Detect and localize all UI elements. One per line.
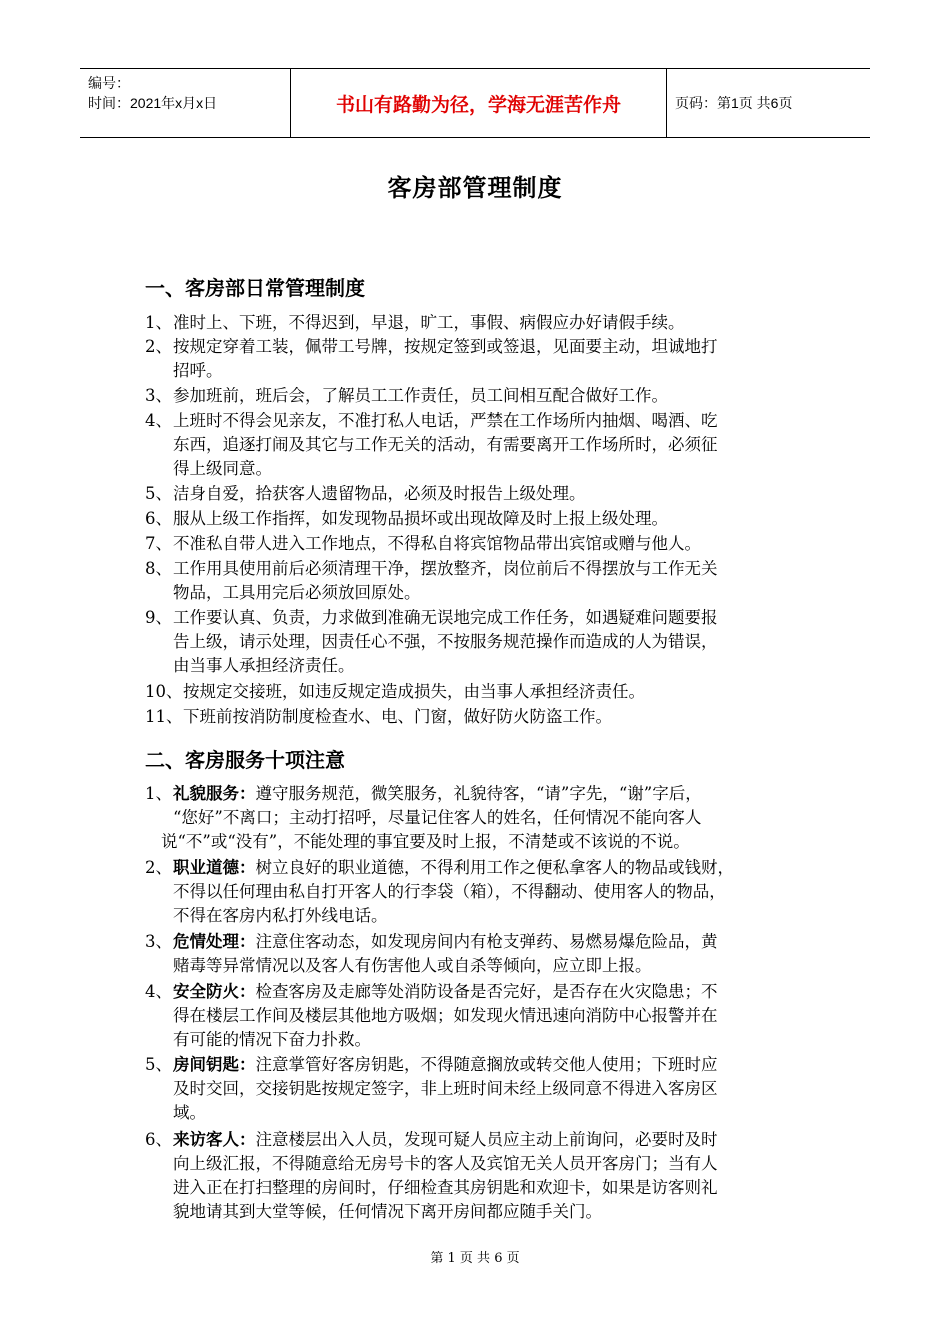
item-number: 2、 [145, 858, 172, 877]
item-line: 房间钥匙：注意掌管好客房钥匙，不得随意搁放或转交他人使用；下班时应 [173, 1055, 718, 1074]
item-line: 按规定交接班，如违反规定造成损失，由当事人承担经济责任。 [183, 682, 645, 701]
header-time: 时间：2021年x月x日 [88, 95, 218, 111]
item-line: 不得在客房内私打外线电话。 [173, 906, 388, 925]
item-line: 参加班前，班后会，了解员工工作责任，员工间相互配合做好工作。 [173, 386, 668, 405]
item-line: 职业道德：树立良好的职业道德，不得利用工作之便私拿客人的物品或钱财， [173, 858, 734, 877]
section-2-item-5 [145, 1053, 815, 1125]
item-number: 11、 [145, 707, 183, 726]
section-1-item-9 [145, 606, 815, 678]
section-1-item-7 [145, 532, 815, 556]
item-line: 向上级汇报，不得随意给无房号卡的客人及宾馆无关人员开客房门；当有人 [173, 1154, 718, 1173]
item-label: 危情处理： [173, 932, 256, 951]
item-line: 工作用具使用前后必须清理干净，摆放整齐，岗位前后不得摆放与工作无关 [173, 559, 718, 578]
item-line: 说“不”或“没有”，不能处理的事宜要及时上报，不清楚或不该说的不说。 [161, 832, 690, 851]
item-line: 貌地请其到大堂等候，任何情况下离开房间都应随手关门。 [173, 1202, 602, 1221]
item-line: 下班前按消防制度检查水、电、门窗，做好防火防盗工作。 [183, 707, 612, 726]
section-2-item-3 [145, 930, 815, 978]
item-number: 7、 [145, 534, 172, 553]
section-1-item-6 [145, 507, 815, 531]
item-label: 礼貌服务： [173, 784, 256, 803]
section-2-item-4 [145, 980, 815, 1052]
item-line: 进入正在打扫整理的房间时，仔细检查其房钥匙和欢迎卡，如果是访客则礼 [173, 1178, 718, 1197]
item-number: 3、 [145, 932, 172, 951]
item-line: 告上级，请示处理，因责任心不强，不按服务规范操作而造成的人为错误， [173, 632, 718, 651]
item-line: 招呼。 [173, 361, 223, 380]
section-2-item-1 [145, 782, 815, 854]
header-left-cell [80, 69, 291, 137]
page-footer: 第 1 页 共 6 页 [430, 1251, 520, 1266]
item-label: 来访客人： [173, 1130, 256, 1149]
header-number: 编号： [88, 75, 130, 91]
item-number: 6、 [145, 1130, 172, 1149]
section-1-item-4 [145, 409, 815, 481]
item-number: 3、 [145, 386, 172, 405]
header-motto: 书山有路勤为径，学海无涯苦作舟 [291, 69, 667, 137]
item-line: 服从上级工作指挥，如发现物品损坏或出现故障及时上报上级处理。 [173, 509, 668, 528]
section-1-item-10 [145, 680, 815, 704]
header-table [80, 68, 870, 138]
item-line: 得在楼层工作间及楼层其他地方吸烟；如发现火情迅速向消防中心报警并在 [173, 1006, 718, 1025]
item-number: 5、 [145, 484, 172, 503]
item-line: 准时上、下班，不得迟到，早退，旷工，事假、病假应办好请假手续。 [173, 313, 685, 332]
section-2-item-6 [145, 1128, 815, 1224]
section-1-item-5 [145, 482, 815, 506]
item-line: 域。 [173, 1103, 206, 1122]
item-line: 得上级同意。 [173, 459, 272, 478]
item-line: 东西，追逐打闹及其它与工作无关的活动，有需要离开工作场所时，必须征 [173, 435, 718, 454]
item-number: 4、 [145, 411, 172, 430]
item-line: 由当事人承担经济责任。 [173, 656, 355, 675]
item-line: 有可能的情况下奋力扑救。 [173, 1030, 371, 1049]
item-number: 1、 [145, 313, 172, 332]
item-line: 上班时不得会见亲友，不准打私人电话，严禁在工作场所内抽烟、喝酒、吃 [173, 411, 718, 430]
item-number: 1、 [145, 784, 172, 803]
section-1-item-3 [145, 384, 815, 408]
item-number: 4、 [145, 982, 172, 1001]
document-title: 客房部管理制度 [387, 174, 563, 202]
section-2-item-2 [145, 856, 815, 928]
header-page-code: 页码：第1页 共6页 [675, 95, 793, 111]
item-line: 赌毒等异常情况以及客人有伤害他人或自杀等倾向，应立即上报。 [173, 956, 652, 975]
section-1-item-1 [145, 311, 815, 335]
item-line: 不准私自带人进入工作地点，不得私自将宾馆物品带出宾馆或赠与他人。 [173, 534, 701, 553]
item-number: 5、 [145, 1055, 172, 1074]
section-1-item-2 [145, 335, 815, 383]
item-line: 不得以任何理由私自打开客人的行李袋（箱），不得翻动、使用客人的物品， [173, 882, 726, 901]
section-2-heading: 二、客房服务十项注意 [145, 748, 345, 772]
section-1-item-8 [145, 557, 815, 605]
item-line: 物品，工具用完后必须放回原处。 [173, 583, 421, 602]
section-1-heading: 一、客房部日常管理制度 [145, 276, 365, 300]
item-number: 9、 [145, 608, 172, 627]
item-line: “您好”不离口；主动打招呼，尽量记住客人的姓名，任何情况不能向客人 [173, 808, 702, 827]
item-line: 礼貌服务：遵守服务规范，微笑服务，礼貌待客，“请”字先，“谢”字后， [173, 784, 702, 803]
item-line: 来访客人：注意楼层出入人员，发现可疑人员应主动上前询问，必要时及时 [173, 1130, 718, 1149]
item-label: 安全防火： [173, 982, 256, 1001]
item-line: 及时交回，交接钥匙按规定签字，非上班时间未经上级同意不得进入客房区 [173, 1079, 718, 1098]
item-number: 6、 [145, 509, 172, 528]
item-line: 按规定穿着工装，佩带工号牌，按规定签到或签退，见面要主动，坦诚地打 [173, 337, 718, 356]
item-line: 工作要认真、负责，力求做到准确无误地完成工作任务，如遇疑难问题要报 [173, 608, 718, 627]
section-1-item-11 [145, 705, 815, 729]
item-label: 房间钥匙： [173, 1055, 256, 1074]
item-line: 洁身自爱，拾获客人遗留物品，必须及时报告上级处理。 [173, 484, 586, 503]
item-line: 危情处理：注意住客动态，如发现房间内有枪支弹药、易燃易爆危险品，黄 [173, 932, 718, 951]
item-label: 职业道德： [173, 858, 256, 877]
item-number: 10、 [145, 682, 183, 701]
item-number: 8、 [145, 559, 172, 578]
item-number: 2、 [145, 337, 172, 356]
item-line: 安全防火：检查客房及走廊等处消防设备是否完好，是否存在火灾隐患；不 [173, 982, 718, 1001]
